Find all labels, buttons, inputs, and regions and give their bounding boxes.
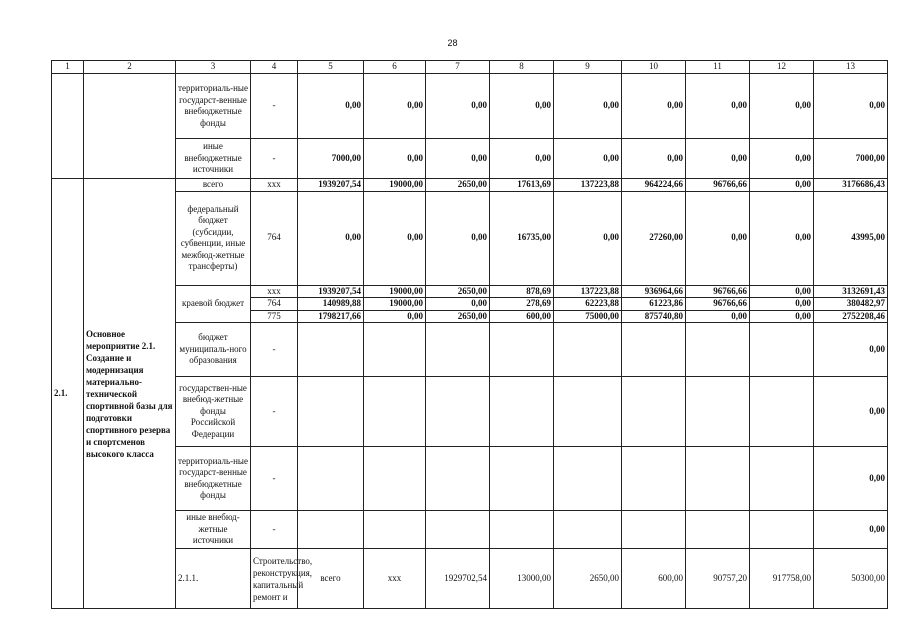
value-cell: 1798217,66 xyxy=(298,310,364,323)
header-cell: 6 xyxy=(364,61,426,74)
subsection-name: Строительство, реконструкция, капитальный ремонт и xyxy=(251,549,298,609)
value-cell: 0,00 xyxy=(554,74,622,139)
table-row xyxy=(52,549,888,609)
value-cell: 62223,88 xyxy=(554,298,622,311)
value-cell: 0,00 xyxy=(298,191,364,285)
value-cell: 917758,00 xyxy=(750,549,814,609)
value-cell: 0,00 xyxy=(750,310,814,323)
value-cell: 0,00 xyxy=(750,298,814,311)
code-cell: - xyxy=(251,323,298,377)
value-cell: 875740,80 xyxy=(622,310,686,323)
header-cell: 5 xyxy=(298,61,364,74)
value-cell: 936964,66 xyxy=(622,285,686,298)
value-cell: 3176686,43 xyxy=(814,179,888,192)
value-cell: 17613,69 xyxy=(490,179,554,192)
code-cell: - xyxy=(251,377,298,447)
value-cell: 0,00 xyxy=(814,74,888,139)
value-cell: 0,00 xyxy=(426,139,490,179)
value-cell: 0,00 xyxy=(622,139,686,179)
table-row xyxy=(52,179,888,192)
value-cell: 1939207,54 xyxy=(298,285,364,298)
value-cell: 278,69 xyxy=(490,298,554,311)
value-cell: 600,00 xyxy=(490,310,554,323)
header-cell: 12 xyxy=(750,61,814,74)
value-cell: 7000,00 xyxy=(814,139,888,179)
value-cell: 16735,00 xyxy=(490,191,554,285)
value-cell: 90757,20 xyxy=(686,549,750,609)
value-cell: 43995,00 xyxy=(814,191,888,285)
value-cell: 19000,00 xyxy=(364,285,426,298)
code-cell: - xyxy=(251,139,298,179)
value-cell: 0,00 xyxy=(554,191,622,285)
value-cell: 1929702,54 xyxy=(426,549,490,609)
value-cell: 0,00 xyxy=(814,323,888,377)
code-cell: 764 xyxy=(251,298,298,311)
source-cell: федеральный бюджет (субсидии, субвенции, иные межбюд-жетные трансферты) xyxy=(176,191,251,285)
header-cell: 10 xyxy=(622,61,686,74)
code-cell: ххх xyxy=(251,285,298,298)
value-cell: 61223,86 xyxy=(622,298,686,311)
value-cell: 1939207,54 xyxy=(298,179,364,192)
value-cell: 0,00 xyxy=(426,74,490,139)
value-cell: 0,00 xyxy=(814,447,888,511)
value-cell: 19000,00 xyxy=(364,298,426,311)
value-cell: 600,00 xyxy=(622,549,686,609)
value-cell: 2752208,46 xyxy=(814,310,888,323)
code-cell: - xyxy=(251,447,298,511)
value-cell: 0,00 xyxy=(750,285,814,298)
source-cell: бюджет муниципаль-ного образования xyxy=(176,323,251,377)
code-cell: ххх xyxy=(251,179,298,192)
header-cell: 7 xyxy=(426,61,490,74)
value-cell: 0,00 xyxy=(686,310,750,323)
value-cell: 0,00 xyxy=(750,191,814,285)
table-row xyxy=(52,511,888,549)
value-cell: 3132691,43 xyxy=(814,285,888,298)
value-cell: 27260,00 xyxy=(622,191,686,285)
value-cell: 2650,00 xyxy=(426,179,490,192)
table-row xyxy=(52,285,888,298)
value-cell: 0,00 xyxy=(490,74,554,139)
value-cell: 96766,66 xyxy=(686,298,750,311)
source-cell: всего xyxy=(298,549,364,609)
value-cell: 0,00 xyxy=(686,139,750,179)
source-cell: территориаль-ные государст-венные внебюджетные фонды xyxy=(176,447,251,511)
value-cell: 7000,00 xyxy=(298,139,364,179)
table-row xyxy=(52,323,888,377)
value-cell: 2650,00 xyxy=(426,285,490,298)
code-cell: - xyxy=(251,74,298,139)
table-row xyxy=(52,447,888,511)
code-cell: - xyxy=(251,511,298,549)
page-number: 28 xyxy=(447,38,458,48)
value-cell: 0,00 xyxy=(686,74,750,139)
table-header-row xyxy=(52,61,888,74)
header-cell: 4 xyxy=(251,61,298,74)
source-cell: государствен-ные внебюд-жетные фонды Российской Федерации xyxy=(176,377,251,447)
source-cell: иные внебюджетные источники xyxy=(176,139,251,179)
header-cell: 8 xyxy=(490,61,554,74)
header-cell: 9 xyxy=(554,61,622,74)
value-cell: 0,00 xyxy=(554,139,622,179)
source-cell: всего xyxy=(176,179,251,192)
value-cell: 0,00 xyxy=(622,74,686,139)
header-cell: 13 xyxy=(814,61,888,74)
value-cell: 50300,00 xyxy=(814,549,888,609)
table-row xyxy=(52,74,888,139)
value-cell: 0,00 xyxy=(750,179,814,192)
value-cell: 878,69 xyxy=(490,285,554,298)
value-cell: 964224,66 xyxy=(622,179,686,192)
value-cell: 137223,88 xyxy=(554,285,622,298)
source-cell: иные внебюд-жетные источники xyxy=(176,511,251,549)
value-cell: 0,00 xyxy=(426,298,490,311)
value-cell: 0,00 xyxy=(298,74,364,139)
value-cell: 0,00 xyxy=(364,74,426,139)
continued-num-cell xyxy=(52,74,84,179)
value-cell: 13000,00 xyxy=(490,549,554,609)
value-cell: 96766,66 xyxy=(686,179,750,192)
code-cell: ххх xyxy=(364,549,426,609)
code-cell: 775 xyxy=(251,310,298,323)
header-cell: 2 xyxy=(84,61,176,74)
value-cell: 0,00 xyxy=(364,310,426,323)
value-cell: 0,00 xyxy=(364,191,426,285)
value-cell: 75000,00 xyxy=(554,310,622,323)
value-cell: 19000,00 xyxy=(364,179,426,192)
header-cell: 1 xyxy=(52,61,84,74)
value-cell: 140989,88 xyxy=(298,298,364,311)
value-cell: 0,00 xyxy=(490,139,554,179)
value-cell: 96766,66 xyxy=(686,285,750,298)
continued-name-cell xyxy=(84,74,176,179)
value-cell: 0,00 xyxy=(426,191,490,285)
code-cell: 764 xyxy=(251,191,298,285)
budget-table xyxy=(51,60,888,609)
value-cell: 0,00 xyxy=(364,139,426,179)
value-cell: 2650,00 xyxy=(426,310,490,323)
value-cell: 137223,88 xyxy=(554,179,622,192)
value-cell: 0,00 xyxy=(814,377,888,447)
subsection-number: 2.1.1. xyxy=(176,549,251,609)
value-cell: 380482,97 xyxy=(814,298,888,311)
table-row xyxy=(52,377,888,447)
table-row xyxy=(52,191,888,285)
section-name: Основное мероприятие 2.1. Создание и модернизация материально-технической спортивной базы для подготовки спортивного резерва и спортсменов высокого класса xyxy=(84,179,176,609)
header-cell: 3 xyxy=(176,61,251,74)
section-number: 2.1. xyxy=(52,179,84,609)
value-cell: 2650,00 xyxy=(554,549,622,609)
table-row xyxy=(52,139,888,179)
value-cell: 0,00 xyxy=(686,191,750,285)
value-cell: 0,00 xyxy=(750,74,814,139)
value-cell: 0,00 xyxy=(750,139,814,179)
source-cell: краевой бюджет xyxy=(176,285,251,323)
value-cell: 0,00 xyxy=(814,511,888,549)
header-cell: 11 xyxy=(686,61,750,74)
source-cell: территориаль-ные государст-венные внебюджетные фонды xyxy=(176,74,251,139)
